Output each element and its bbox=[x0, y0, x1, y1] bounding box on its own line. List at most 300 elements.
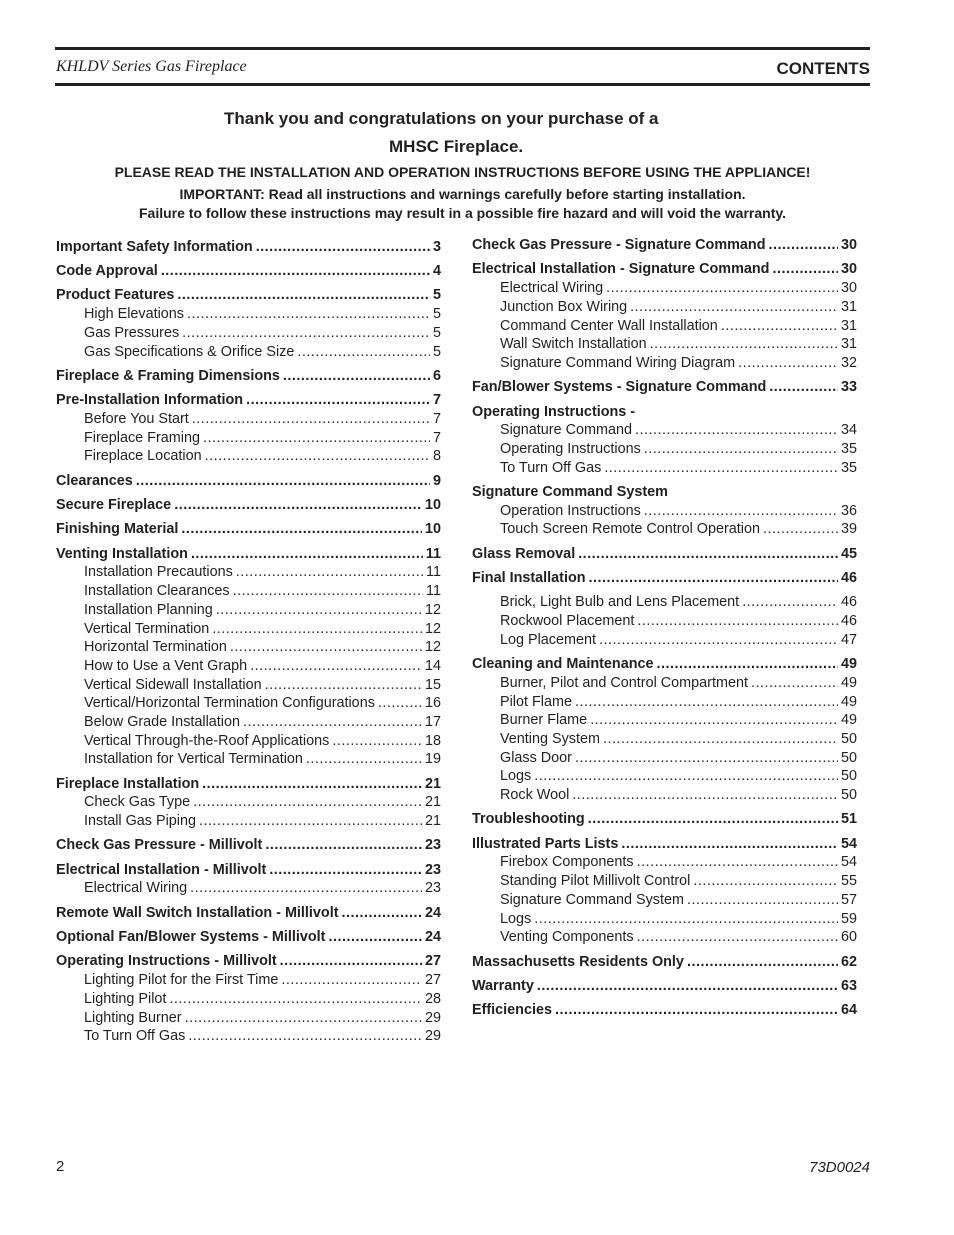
toc-entry-title: Log Placement bbox=[500, 632, 596, 648]
toc-entry bbox=[472, 674, 857, 693]
toc-entry-page: 5 bbox=[432, 325, 441, 341]
toc-entry-page: 21 bbox=[424, 776, 441, 792]
toc-entry-page: 57 bbox=[840, 892, 857, 908]
toc-entry bbox=[56, 1027, 441, 1046]
toc-entry-title: Rockwool Placement bbox=[500, 613, 635, 629]
toc-entry-page: 35 bbox=[840, 441, 857, 457]
toc-entry-page: 45 bbox=[840, 546, 857, 562]
toc-entry bbox=[472, 421, 857, 440]
toc-entry-title: Electrical Installation - Millivolt bbox=[56, 862, 267, 878]
toc-entry-title: Cleaning and Maintenance bbox=[472, 656, 654, 672]
toc-entry-title: Venting Installation bbox=[56, 546, 188, 562]
toc-entry-title: Lighting Pilot for the First Time bbox=[84, 972, 279, 988]
toc-entry bbox=[56, 447, 441, 466]
toc-entry-page: 8 bbox=[432, 448, 441, 464]
toc-entry bbox=[472, 403, 857, 422]
toc-entry bbox=[56, 429, 441, 448]
toc-entry-title: Venting System bbox=[500, 731, 600, 747]
toc-entry bbox=[472, 655, 857, 674]
toc-entry-title: Check Gas Type bbox=[84, 794, 191, 810]
toc-leader-dots bbox=[637, 928, 838, 947]
toc-entry bbox=[56, 676, 441, 695]
toc-leader-dots bbox=[136, 472, 430, 491]
toc-entry-title: Electrical Installation - Signature Command bbox=[472, 261, 770, 277]
toc-entry bbox=[56, 601, 441, 620]
toc-entry-title: Burner, Pilot and Control Compartment bbox=[500, 675, 748, 691]
toc-entry bbox=[56, 1009, 441, 1028]
toc-leader-dots bbox=[772, 260, 838, 279]
toc-entry-page: 30 bbox=[840, 261, 857, 277]
toc-entry bbox=[56, 410, 441, 429]
toc-leader-dots bbox=[621, 835, 838, 854]
toc-entry-page: 24 bbox=[424, 905, 441, 921]
toc-leader-dots bbox=[199, 812, 422, 831]
important-notice-1: IMPORTANT: Read all instructions and warnings carefully before starting installation. bbox=[179, 186, 746, 202]
toc-entry-page: 27 bbox=[424, 953, 441, 969]
toc-entry-title: Check Gas Pressure - Millivolt bbox=[56, 837, 263, 853]
toc-entry-page: 5 bbox=[432, 344, 441, 360]
toc-entry-page: 23 bbox=[424, 880, 441, 896]
toc-leader-dots bbox=[193, 793, 422, 812]
toc-leader-dots bbox=[177, 286, 430, 305]
toc-entry-page: 51 bbox=[840, 811, 857, 827]
toc-entry bbox=[472, 891, 857, 910]
toc-entry bbox=[472, 749, 857, 768]
toc-entry bbox=[56, 343, 441, 362]
toc-entry-title: Check Gas Pressure - Signature Command bbox=[472, 237, 766, 253]
header-series-title: KHLDV Series Gas Fireplace bbox=[56, 58, 247, 75]
toc-entry-page: 9 bbox=[432, 473, 441, 489]
toc-entry bbox=[472, 1001, 857, 1020]
toc-entry bbox=[56, 694, 441, 713]
toc-leader-dots bbox=[185, 1009, 422, 1028]
toc-entry bbox=[472, 786, 857, 805]
toc-leader-dots bbox=[256, 238, 430, 257]
toc-entry-title: High Elevations bbox=[84, 306, 184, 322]
toc-leader-dots bbox=[575, 749, 838, 768]
toc-entry-page: 10 bbox=[424, 521, 441, 537]
toc-entry-title: Efficiencies bbox=[472, 1002, 552, 1018]
toc-entry-page: 50 bbox=[840, 750, 857, 766]
toc-entry-title: To Turn Off Gas bbox=[500, 460, 602, 476]
toc-entry-page: 46 bbox=[840, 594, 857, 610]
toc-entry bbox=[472, 910, 857, 929]
toc-entry-title: Glass Door bbox=[500, 750, 572, 766]
toc-leader-dots bbox=[644, 440, 838, 459]
toc-entry-title: Gas Specifications & Orifice Size bbox=[84, 344, 295, 360]
toc-entry bbox=[472, 502, 857, 521]
toc-entry bbox=[56, 620, 441, 639]
toc-entry-page: 11 bbox=[426, 583, 441, 599]
toc-entry bbox=[472, 483, 857, 502]
toc-entry-page: 16 bbox=[424, 695, 441, 711]
toc-leader-dots bbox=[269, 861, 422, 880]
toc-entry bbox=[472, 953, 857, 972]
toc-entry-title: Logs bbox=[500, 768, 532, 784]
toc-leader-dots bbox=[233, 582, 423, 601]
toc-entry-title: Vertical/Horizontal Termination Configurations bbox=[84, 695, 375, 711]
toc-leader-dots bbox=[188, 1027, 422, 1046]
toc-entry-page: 50 bbox=[840, 768, 857, 784]
toc-entry-title: Rock Wool bbox=[500, 787, 570, 803]
toc-entry-title: Burner Flame bbox=[500, 712, 588, 728]
toc-entry-page: 31 bbox=[840, 299, 857, 315]
toc-entry-title: Fireplace Installation bbox=[56, 776, 200, 792]
toc-entry-page: 21 bbox=[424, 813, 441, 829]
toc-entry-page: 60 bbox=[840, 929, 857, 945]
toc-leader-dots bbox=[181, 520, 422, 539]
toc-entry-page: 24 bbox=[424, 929, 441, 945]
toc-entry bbox=[56, 775, 441, 794]
toc-entry-title: Signature Command System bbox=[472, 484, 668, 500]
toc-entry bbox=[56, 262, 441, 281]
toc-entry-page: 18 bbox=[424, 733, 441, 749]
toc-entry-page: 35 bbox=[840, 460, 857, 476]
toc-entry bbox=[472, 631, 857, 650]
toc-leader-dots bbox=[212, 620, 422, 639]
toc-entry-title: Massachusetts Residents Only bbox=[472, 954, 684, 970]
toc-entry-page: 47 bbox=[840, 632, 857, 648]
toc-leader-dots bbox=[161, 262, 430, 281]
toc-entry-title: Command Center Wall Installation bbox=[500, 318, 718, 334]
toc-entry-title: Signature Command Wiring Diagram bbox=[500, 355, 736, 371]
toc-entry-page: 21 bbox=[424, 794, 441, 810]
toc-entry-page: 49 bbox=[840, 694, 857, 710]
toc-entry bbox=[56, 496, 441, 515]
toc-leader-dots bbox=[589, 569, 838, 588]
toc-entry-page: 12 bbox=[424, 639, 441, 655]
thank-you-line-1: Thank you and congratulations on your purchase of a bbox=[224, 109, 659, 128]
toc-entry bbox=[472, 545, 857, 564]
toc-entry bbox=[472, 520, 857, 539]
toc-leader-dots bbox=[687, 891, 838, 910]
toc-leader-dots bbox=[378, 694, 422, 713]
toc-entry bbox=[472, 767, 857, 786]
toc-entry-page: 19 bbox=[424, 751, 441, 767]
toc-entry bbox=[56, 990, 441, 1009]
toc-entry-title: Product Features bbox=[56, 287, 175, 303]
toc-entry-title: Pilot Flame bbox=[500, 694, 572, 710]
toc-entry-title: Gas Pressures bbox=[84, 325, 180, 341]
toc-entry-title: Signature Command System bbox=[500, 892, 684, 908]
toc-entry bbox=[472, 928, 857, 947]
toc-entry-title: Code Approval bbox=[56, 263, 158, 279]
toc-leader-dots bbox=[332, 732, 422, 751]
toc-entry-page: 31 bbox=[840, 336, 857, 352]
toc-leader-dots bbox=[572, 786, 838, 805]
toc-leader-dots bbox=[687, 953, 838, 972]
toc-entry-page: 34 bbox=[840, 422, 857, 438]
toc-entry bbox=[56, 971, 441, 990]
toc-leader-dots bbox=[534, 910, 838, 929]
please-read-notice: PLEASE READ THE INSTALLATION AND OPERATION INSTRUCTIONS BEFORE USING THE APPLIANCE! bbox=[114, 164, 811, 180]
toc-entry-title: Warranty bbox=[472, 978, 534, 994]
important-notice-2: Failure to follow these instructions may result in a possible fire hazard and will void the warranty. bbox=[139, 205, 786, 221]
toc-entry-page: 54 bbox=[840, 836, 857, 852]
toc-entry-title: Lighting Pilot bbox=[84, 991, 167, 1007]
toc-entry-page: 23 bbox=[424, 862, 441, 878]
toc-entry-page: 28 bbox=[424, 991, 441, 1007]
toc-entry-title: Installation Planning bbox=[84, 602, 213, 618]
toc-entry bbox=[472, 977, 857, 996]
toc-leader-dots bbox=[606, 279, 838, 298]
toc-entry-title: Signature Command bbox=[500, 422, 632, 438]
toc-entry-title: Important Safety Information bbox=[56, 239, 253, 255]
toc-entry-title: Operating Instructions - bbox=[472, 404, 636, 420]
toc-entry-title: Glass Removal bbox=[472, 546, 576, 562]
toc-leader-dots bbox=[216, 601, 422, 620]
toc-leader-dots bbox=[590, 711, 838, 730]
toc-entry bbox=[472, 693, 857, 712]
toc-entry-page: 46 bbox=[840, 613, 857, 629]
toc-leader-dots bbox=[202, 775, 422, 794]
header-rule-bottom bbox=[55, 83, 870, 86]
toc-leader-dots bbox=[265, 836, 422, 855]
toc-entry-page: 30 bbox=[840, 280, 857, 296]
toc-entry-title: Fan/Blower Systems - Signature Command bbox=[472, 379, 767, 395]
toc-entry bbox=[56, 520, 441, 539]
footer-page-number: 2 bbox=[56, 1158, 65, 1175]
toc-entry-title: Electrical Wiring bbox=[84, 880, 188, 896]
toc-leader-dots bbox=[182, 324, 430, 343]
toc-entry-page: 33 bbox=[840, 379, 857, 395]
toc-entry bbox=[56, 286, 441, 305]
toc-entry bbox=[56, 238, 441, 257]
toc-entry-title: Firebox Components bbox=[500, 854, 634, 870]
toc-entry bbox=[56, 367, 441, 386]
toc-entry-page: 36 bbox=[840, 503, 857, 519]
toc-entry-title: How to Use a Vent Graph bbox=[84, 658, 248, 674]
toc-entry-title: Venting Components bbox=[500, 929, 634, 945]
toc-leader-dots bbox=[637, 853, 838, 872]
toc-entry-page: 63 bbox=[840, 978, 857, 994]
toc-entry bbox=[472, 298, 857, 317]
toc-entry bbox=[472, 810, 857, 829]
toc-leader-dots bbox=[644, 502, 838, 521]
toc-leader-dots bbox=[169, 990, 422, 1009]
toc-leader-dots bbox=[603, 730, 838, 749]
toc-entry-page: 62 bbox=[840, 954, 857, 970]
toc-entry bbox=[56, 391, 441, 410]
toc-entry bbox=[56, 952, 441, 971]
toc-entry-page: 59 bbox=[840, 911, 857, 927]
toc-leader-dots bbox=[297, 343, 430, 362]
toc-leader-dots bbox=[555, 1001, 838, 1020]
toc-leader-dots bbox=[588, 810, 838, 829]
toc-leader-dots bbox=[630, 298, 838, 317]
toc-entry-title: Before You Start bbox=[84, 411, 189, 427]
toc-entry bbox=[472, 612, 857, 631]
toc-leader-dots bbox=[769, 236, 838, 255]
toc-entry-page: 6 bbox=[432, 368, 441, 384]
toc-entry-title: Logs bbox=[500, 911, 532, 927]
toc-entry bbox=[472, 236, 857, 255]
toc-entry bbox=[472, 260, 857, 279]
toc-entry-page: 3 bbox=[432, 239, 441, 255]
toc-leader-dots bbox=[342, 904, 422, 923]
toc-entry bbox=[56, 713, 441, 732]
toc-entry-title: Vertical Through-the-Roof Applications bbox=[84, 733, 330, 749]
toc-entry bbox=[472, 872, 857, 891]
toc-entry-title: Operating Instructions - Millivolt bbox=[56, 953, 277, 969]
toc-entry-page: 4 bbox=[432, 263, 441, 279]
toc-entry-title: Operation Instructions bbox=[500, 503, 641, 519]
toc-entry bbox=[472, 853, 857, 872]
toc-entry bbox=[472, 459, 857, 478]
toc-entry-title: Install Gas Piping bbox=[84, 813, 196, 829]
toc-leader-dots bbox=[721, 317, 838, 336]
toc-entry bbox=[56, 879, 441, 898]
toc-entry-title: Electrical Wiring bbox=[500, 280, 604, 296]
toc-entry-title: Illustrated Parts Lists bbox=[472, 836, 619, 852]
toc-entry-page: 7 bbox=[432, 411, 441, 427]
toc-entry-title: Finishing Material bbox=[56, 521, 179, 537]
toc-entry-title: Standing Pilot Millivolt Control bbox=[500, 873, 691, 889]
toc-entry bbox=[472, 378, 857, 397]
toc-leader-dots bbox=[174, 496, 422, 515]
toc-leader-dots bbox=[537, 977, 838, 996]
toc-entry-page: 54 bbox=[840, 854, 857, 870]
toc-entry-page: 15 bbox=[424, 677, 441, 693]
header-section-title: CONTENTS bbox=[776, 59, 870, 78]
toc-leader-dots bbox=[246, 391, 430, 410]
toc-leader-dots bbox=[190, 879, 422, 898]
toc-entry bbox=[56, 638, 441, 657]
toc-entry-title: Secure Fireplace bbox=[56, 497, 172, 513]
toc-entry-page: 27 bbox=[424, 972, 441, 988]
toc-leader-dots bbox=[604, 459, 838, 478]
toc-entry-page: 5 bbox=[432, 306, 441, 322]
toc-entry-page: 31 bbox=[840, 318, 857, 334]
toc-leader-dots bbox=[650, 335, 838, 354]
toc-leader-dots bbox=[657, 655, 838, 674]
toc-entry-page: 12 bbox=[424, 621, 441, 637]
toc-entry-page: 23 bbox=[424, 837, 441, 853]
toc-entry-page: 11 bbox=[425, 546, 441, 562]
toc-entry-title: Below Grade Installation bbox=[84, 714, 240, 730]
toc-entry-page: 50 bbox=[840, 787, 857, 803]
toc-entry-page: 49 bbox=[840, 675, 857, 691]
toc-entry-page: 12 bbox=[424, 602, 441, 618]
toc-entry bbox=[56, 472, 441, 491]
toc-entry-page: 39 bbox=[840, 521, 857, 537]
toc-entry bbox=[56, 904, 441, 923]
toc-entry-page: 29 bbox=[424, 1010, 441, 1026]
toc-entry-title: Horizontal Termination bbox=[84, 639, 227, 655]
toc-leader-dots bbox=[250, 657, 422, 676]
toc-leader-dots bbox=[230, 638, 422, 657]
header-rule-top bbox=[55, 47, 870, 50]
toc-entry-title: Optional Fan/Blower Systems - Millivolt bbox=[56, 929, 326, 945]
toc-entry-title: Junction Box Wiring bbox=[500, 299, 628, 315]
toc-entry-title: Fireplace Location bbox=[84, 448, 202, 464]
toc-leader-dots bbox=[281, 971, 422, 990]
toc-leader-dots bbox=[763, 520, 838, 539]
toc-entry-page: 64 bbox=[840, 1002, 857, 1018]
toc-entry bbox=[56, 836, 441, 855]
toc-leader-dots bbox=[203, 429, 430, 448]
toc-entry-page: 7 bbox=[432, 392, 441, 408]
toc-entry-title: Wall Switch Installation bbox=[500, 336, 647, 352]
toc-entry bbox=[472, 711, 857, 730]
toc-entry bbox=[472, 569, 857, 588]
toc-entry-title: Pre-Installation Information bbox=[56, 392, 244, 408]
toc-entry bbox=[472, 730, 857, 749]
toc-entry bbox=[472, 593, 857, 612]
toc-entry-title: Clearances bbox=[56, 473, 133, 489]
toc-entry-page: 32 bbox=[840, 355, 857, 371]
toc-entry-title: Installation for Vertical Termination bbox=[84, 751, 303, 767]
toc-entry bbox=[56, 657, 441, 676]
toc-leader-dots bbox=[191, 545, 423, 564]
toc-entry-title: Troubleshooting bbox=[472, 811, 585, 827]
toc-leader-dots bbox=[187, 305, 430, 324]
toc-entry-title: Final Installation bbox=[472, 570, 586, 586]
toc-entry-page: 11 bbox=[426, 564, 441, 580]
toc-entry-title: Fireplace Framing bbox=[84, 430, 200, 446]
toc-entry bbox=[56, 582, 441, 601]
toc-entry bbox=[472, 440, 857, 459]
toc-entry bbox=[56, 732, 441, 751]
toc-leader-dots bbox=[769, 378, 838, 397]
toc-entry-page: 17 bbox=[424, 714, 441, 730]
thank-you-line-2: MHSC Fireplace. bbox=[389, 137, 524, 156]
toc-leader-dots bbox=[236, 563, 423, 582]
toc-entry bbox=[56, 861, 441, 880]
toc-leader-dots bbox=[534, 767, 838, 786]
toc-entry-title: Touch Screen Remote Control Operation bbox=[500, 521, 760, 537]
toc-entry-title: Vertical Termination bbox=[84, 621, 210, 637]
toc-entry bbox=[56, 563, 441, 582]
toc-entry bbox=[472, 354, 857, 373]
toc-entry-page: 55 bbox=[840, 873, 857, 889]
toc-entry bbox=[472, 317, 857, 336]
toc-leader-dots bbox=[635, 421, 838, 440]
toc-leader-dots bbox=[306, 750, 422, 769]
toc-leader-dots bbox=[283, 367, 430, 386]
toc-leader-dots bbox=[328, 928, 422, 947]
toc-entry-page: 49 bbox=[840, 656, 857, 672]
toc-leader-dots bbox=[205, 447, 430, 466]
toc-entry-page: 29 bbox=[424, 1028, 441, 1044]
toc-entry-page: 49 bbox=[840, 712, 857, 728]
toc-entry bbox=[56, 812, 441, 831]
toc-leader-dots bbox=[192, 410, 430, 429]
toc-entry bbox=[56, 928, 441, 947]
toc-leader-dots bbox=[265, 676, 422, 695]
toc-entry bbox=[56, 305, 441, 324]
toc-leader-dots bbox=[637, 612, 838, 631]
toc-entry-page: 7 bbox=[432, 430, 441, 446]
toc-entry bbox=[56, 793, 441, 812]
toc-entry-page: 14 bbox=[424, 658, 441, 674]
toc-entry-page: 46 bbox=[840, 570, 857, 586]
toc-entry-title: Installation Precautions bbox=[84, 564, 233, 580]
toc-leader-dots bbox=[575, 693, 838, 712]
toc-leader-dots bbox=[742, 593, 838, 612]
toc-entry-title: Lighting Burner bbox=[84, 1010, 182, 1026]
toc-entry bbox=[472, 335, 857, 354]
toc-entry-title: Fireplace & Framing Dimensions bbox=[56, 368, 280, 384]
toc-entry-page: 50 bbox=[840, 731, 857, 747]
toc-entry-title: To Turn Off Gas bbox=[84, 1028, 186, 1044]
toc-entry-title: Brick, Light Bulb and Lens Placement bbox=[500, 594, 740, 610]
toc-entry bbox=[56, 545, 441, 564]
toc-leader-dots bbox=[243, 713, 422, 732]
toc-entry-page: 10 bbox=[424, 497, 441, 513]
toc-entry bbox=[472, 835, 857, 854]
toc-entry bbox=[56, 324, 441, 343]
